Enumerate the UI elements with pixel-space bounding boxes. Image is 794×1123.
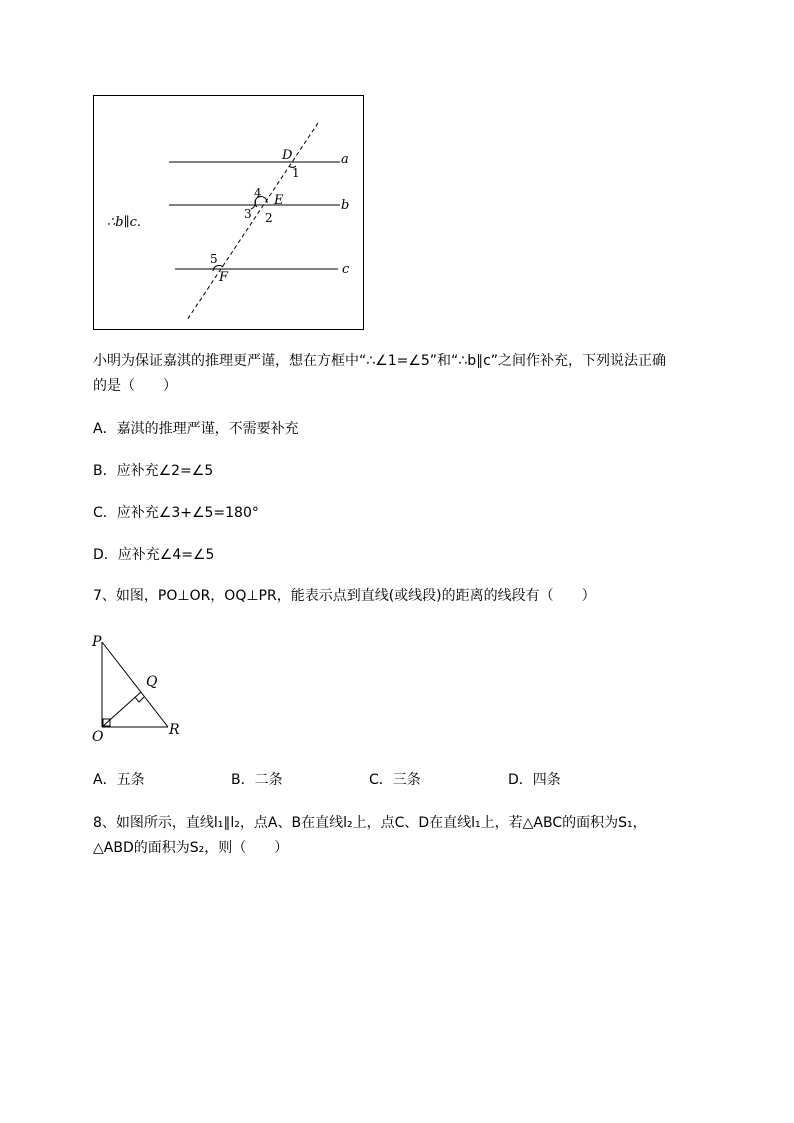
label-line-a: a [341,152,349,167]
label-point-d: D [282,148,293,163]
paragraph-line-1: 小明为保证嘉淇的推理更严谨，想在方框中“∴∠1=∠5”和“∴b∥c”之间作补充，下列说法正确 [93,353,667,369]
label-angle-5: 5 [210,252,218,266]
q8-line-1: 8、如图所示，直线l₁∥l₂，点A、B在直线l₂上，点C、D在直线l₁上，若△ABC的面积为S₁， [93,815,647,831]
label-angle-1: 1 [292,166,300,180]
label-r: R [169,722,180,738]
q7-option-b: B．二条 [231,772,283,788]
q6-option-d: D．应补充∠4=∠5 [93,547,215,563]
q8-line-2: △ABD的面积为S₂，则（ ） [93,840,289,856]
q7-stem: 7、如图，PO⊥OR，OQ⊥PR，能表示点到直线(或线段)的距离的线段有（ ） [93,588,596,604]
segment-pr [102,642,168,727]
label-angle-4: 4 [254,186,262,200]
conclusion-text: ∴b∥c. [107,215,142,230]
parallel-lines-diagram [93,95,364,330]
right-triangle-diagram [88,628,188,746]
label-point-e: E [274,193,284,208]
q7-option-a: A．五条 [93,772,145,788]
transversal [187,123,318,320]
right-angle-q [135,697,144,702]
label-q: Q [146,674,158,690]
label-point-f: F [219,270,229,285]
label-angle-3: 3 [244,207,252,221]
label-p: P [92,634,102,650]
q6-option-a: A．嘉淇的推理严谨，不需要补充 [93,421,299,437]
q6-option-b: B．应补充∠2=∠5 [93,463,214,479]
label-line-c: c [342,262,350,277]
q7-option-d: D．四条 [508,772,561,788]
label-line-b: b [341,198,350,213]
q6-option-c: C．应补充∠3+∠5=180° [93,505,259,521]
label-o: O [92,729,104,745]
paragraph-line-2: 的是（ ） [93,378,177,394]
q7-option-c: C．三条 [369,772,421,788]
label-angle-2: 2 [265,211,273,225]
